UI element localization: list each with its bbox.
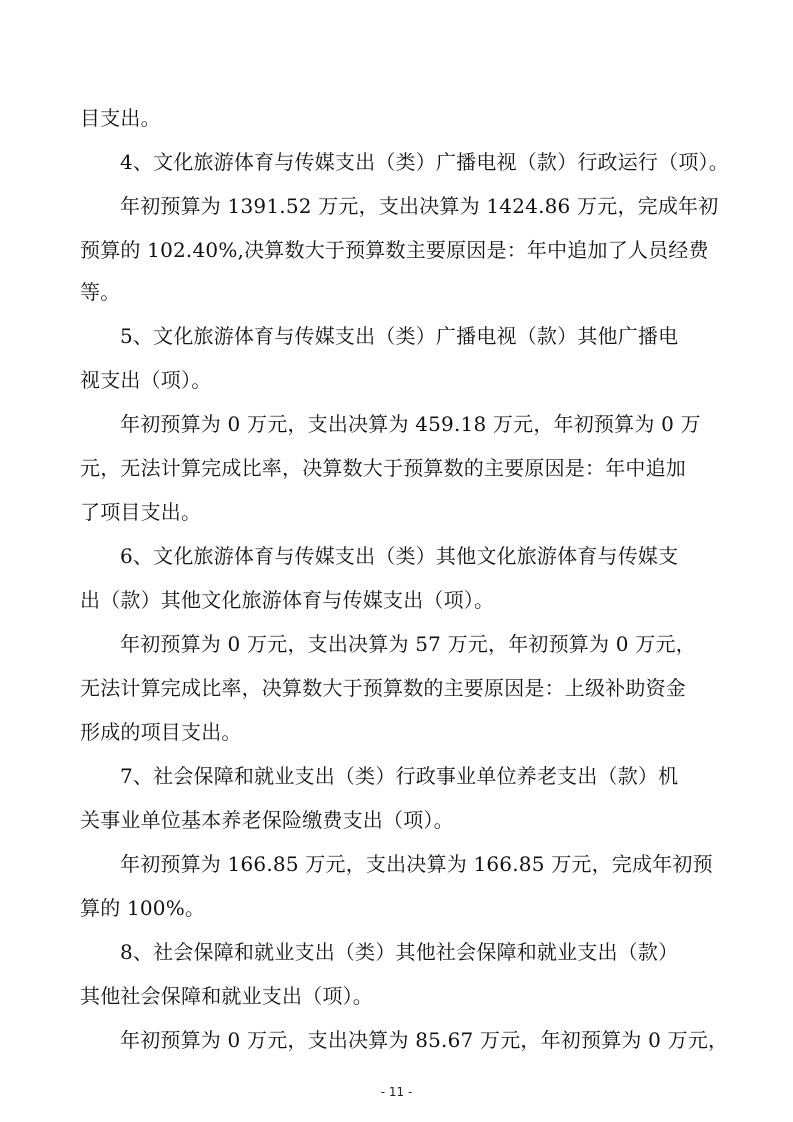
text-line: 无法计算完成比率，决算数大于预算数的主要原因是：上级补助资金 — [80, 676, 686, 700]
text-line: 7、社会保障和就业支出（类）行政事业单位养老支出（款）机 — [120, 764, 679, 788]
text-line: 年初预算为 0 万元，支出决算为 85.67 万元，年初预算为 0 万元， — [120, 1028, 729, 1052]
text-line: 视支出（项）。 — [80, 368, 212, 392]
text-line: 年初预算为 0 万元，支出决算为 57 万元，年初预算为 0 万元， — [120, 632, 696, 656]
text-line: 等。 — [80, 280, 121, 304]
text-line: 了项目支出。 — [80, 500, 202, 524]
text-line: 预算的 102.40%,决算数大于预算数主要原因是：年中追加了人员经费 — [80, 238, 709, 262]
text-line: 4、文化旅游体育与传媒支出（类）广播电视（款）行政运行（项）。 — [120, 150, 729, 174]
text-line: 年初预算为 0 万元，支出决算为 459.18 万元，年初预算为 0 万 — [120, 412, 701, 436]
text-line: 关事业单位基本养老保险缴费支出（项）。 — [80, 808, 454, 832]
text-line: 6、文化旅游体育与传媒支出（类）其他文化旅游体育与传媒支 — [120, 544, 679, 568]
text-line: 形成的项目支出。 — [80, 720, 242, 744]
text-line: 目支出。 — [80, 106, 161, 130]
text-line: 算的 100%。 — [80, 896, 206, 920]
text-line: 年初预算为 166.85 万元，支出决算为 166.85 万元，完成年初预 — [120, 852, 713, 876]
text-line: 出（款）其他文化旅游体育与传媒支出（项）。 — [80, 588, 495, 612]
text-line: 8、社会保障和就业支出（类）其他社会保障和就业支出（款） — [120, 940, 679, 964]
text-line: 元，无法计算完成比率，决算数大于预算数的主要原因是：年中追加 — [80, 456, 686, 480]
text-line: 年初预算为 1391.52 万元，支出决算为 1424.86 万元，完成年初 — [120, 194, 719, 218]
text-line: 5、文化旅游体育与传媒支出（类）广播电视（款）其他广播电 — [120, 324, 679, 348]
text-line: 其他社会保障和就业支出（项）。 — [80, 984, 373, 1008]
page-number: - 11 - — [380, 1085, 413, 1099]
